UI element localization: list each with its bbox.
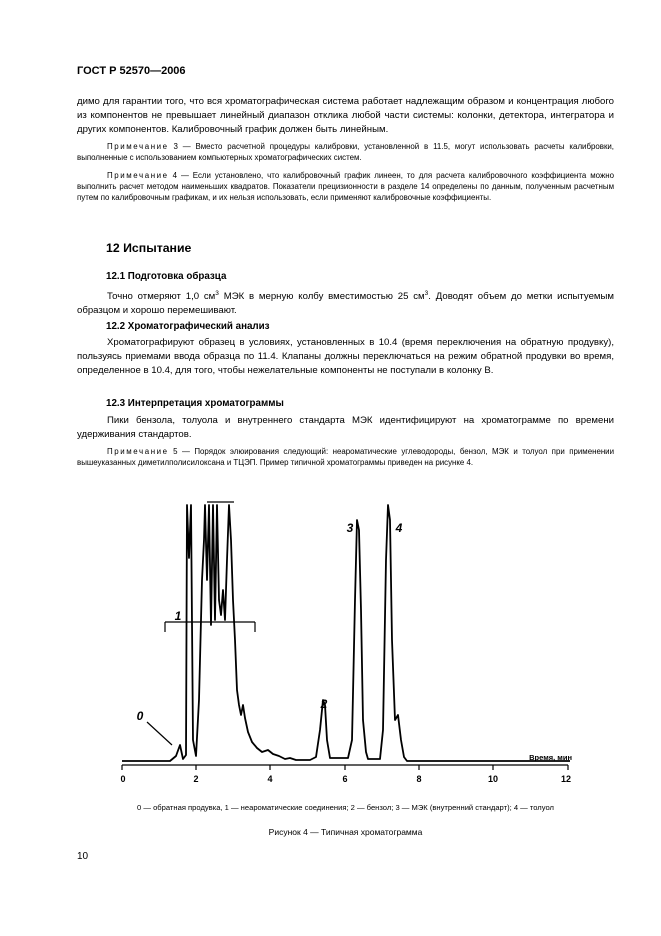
peak-label-1: 1 [174, 609, 182, 623]
peak-label-4: 4 [395, 521, 403, 535]
x-tick-label: 2 [193, 774, 199, 784]
superscript: 3 [215, 290, 219, 297]
figure-legend: 0 — обратная продувка, 1 — неароматические соединения; 2 — бензол; 3 — МЭК (внутренний стандарт); 4 — толуол [137, 803, 554, 812]
peak-label-3: 3 [346, 521, 354, 535]
note-label: Примечание [107, 142, 169, 151]
document-header: ГОСТ Р 52570—2006 [77, 65, 186, 77]
note-text: 5 — Порядок элюирования следующий: неароматические углеводороды, бензол, МЭК и толуол при применении вышеуказанных диметилполисилоксана и ТЦЭП. Пример типичной хроматограммы приведен на рисунке 4. [77, 447, 614, 467]
note-label: Примечание [107, 447, 169, 456]
section-title: 12 Испытание [106, 241, 192, 255]
peak-label-2: 2 [320, 697, 328, 711]
text-part: . Доводят объем до метки испытуемым образцом и хорошо перемешивают. [77, 291, 615, 317]
note-5 [77, 446, 614, 468]
chromatogram-trace [122, 505, 570, 761]
x-axis [122, 765, 568, 770]
x-tick-label: 10 [487, 774, 499, 784]
x-tick-label: 12 [560, 774, 572, 784]
subsection-title: 12.1 Подготовка образца [106, 271, 227, 282]
chromatogram-figure [0, 490, 661, 790]
figure-title: Рисунок 4 — Типичная хроматограмма [268, 827, 423, 837]
baseline-trace [122, 505, 570, 761]
intro-paragraph: димо для гарантии того, что вся хроматографическая система работает надлежащим образом и концентрация любого из компонентов не превышает линейный диапазон отклика любой части системы: колонки, детектора, интегратора и других компонентов. Калибровочный график должен быть линейным. [77, 96, 614, 135]
x-tick-labels [120, 774, 571, 784]
superscript: 3 [424, 290, 429, 297]
subsection-text: Пики бензола, толуола и внутреннего стандарта МЭК идентифицируют на хроматограмме по времени удерживания стандартов. [77, 415, 614, 440]
subsection-title: 12.2 Хроматографический анализ [106, 321, 270, 332]
text-part: МЭК в мерную колбу вместимостью 25 см [218, 291, 425, 303]
note-text: 4 — Если установлено, что калибровочный график линеен, то для расчета калибровочного коэффициента можно выполнить расчет методом наименьших квадратов. Показатели прецизионности в разделе 14 определены по данным, полученным расчетным путем по калибровочным графикам, и их нельзя использовать, если применяют калибровочные коэффициенты. [77, 171, 614, 202]
page-number: 10 [77, 851, 89, 862]
note-text: 3 — Вместо расчетной процедуры калибровки, установленной в 11.5, могут использовать расчеты калибровки, выполненные с использованием компьютерных хроматографических систем. [77, 142, 614, 162]
x-tick-label: 6 [342, 774, 348, 784]
subsection-text [77, 287, 614, 318]
peak-label-0: 0 [136, 709, 144, 723]
subsection-title: 12.3 Интерпретация хроматограммы [106, 398, 284, 409]
note-3 [77, 141, 614, 163]
x-axis-label: Время, мин [529, 753, 572, 762]
x-tick-label: 0 [120, 774, 126, 784]
x-tick-label: 4 [267, 774, 273, 784]
leader-line-0 [147, 722, 172, 745]
note-label: Примечание [107, 171, 169, 180]
text-part: Точно отмеряют 1,0 см [107, 291, 216, 303]
note-4 [77, 170, 614, 203]
x-tick-label: 8 [416, 774, 422, 784]
subsection-text: Хроматографируют образец в условиях, установленных в 10.4 (время переключения на обратную продувку), пользуясь приемами ввода образца по 11.4. Клапаны должны переключаться на режим обратной продувки во время, определенное в 10.4, для того, чтобы нежелательные компоненты не поступали в колонку В. [77, 337, 614, 376]
